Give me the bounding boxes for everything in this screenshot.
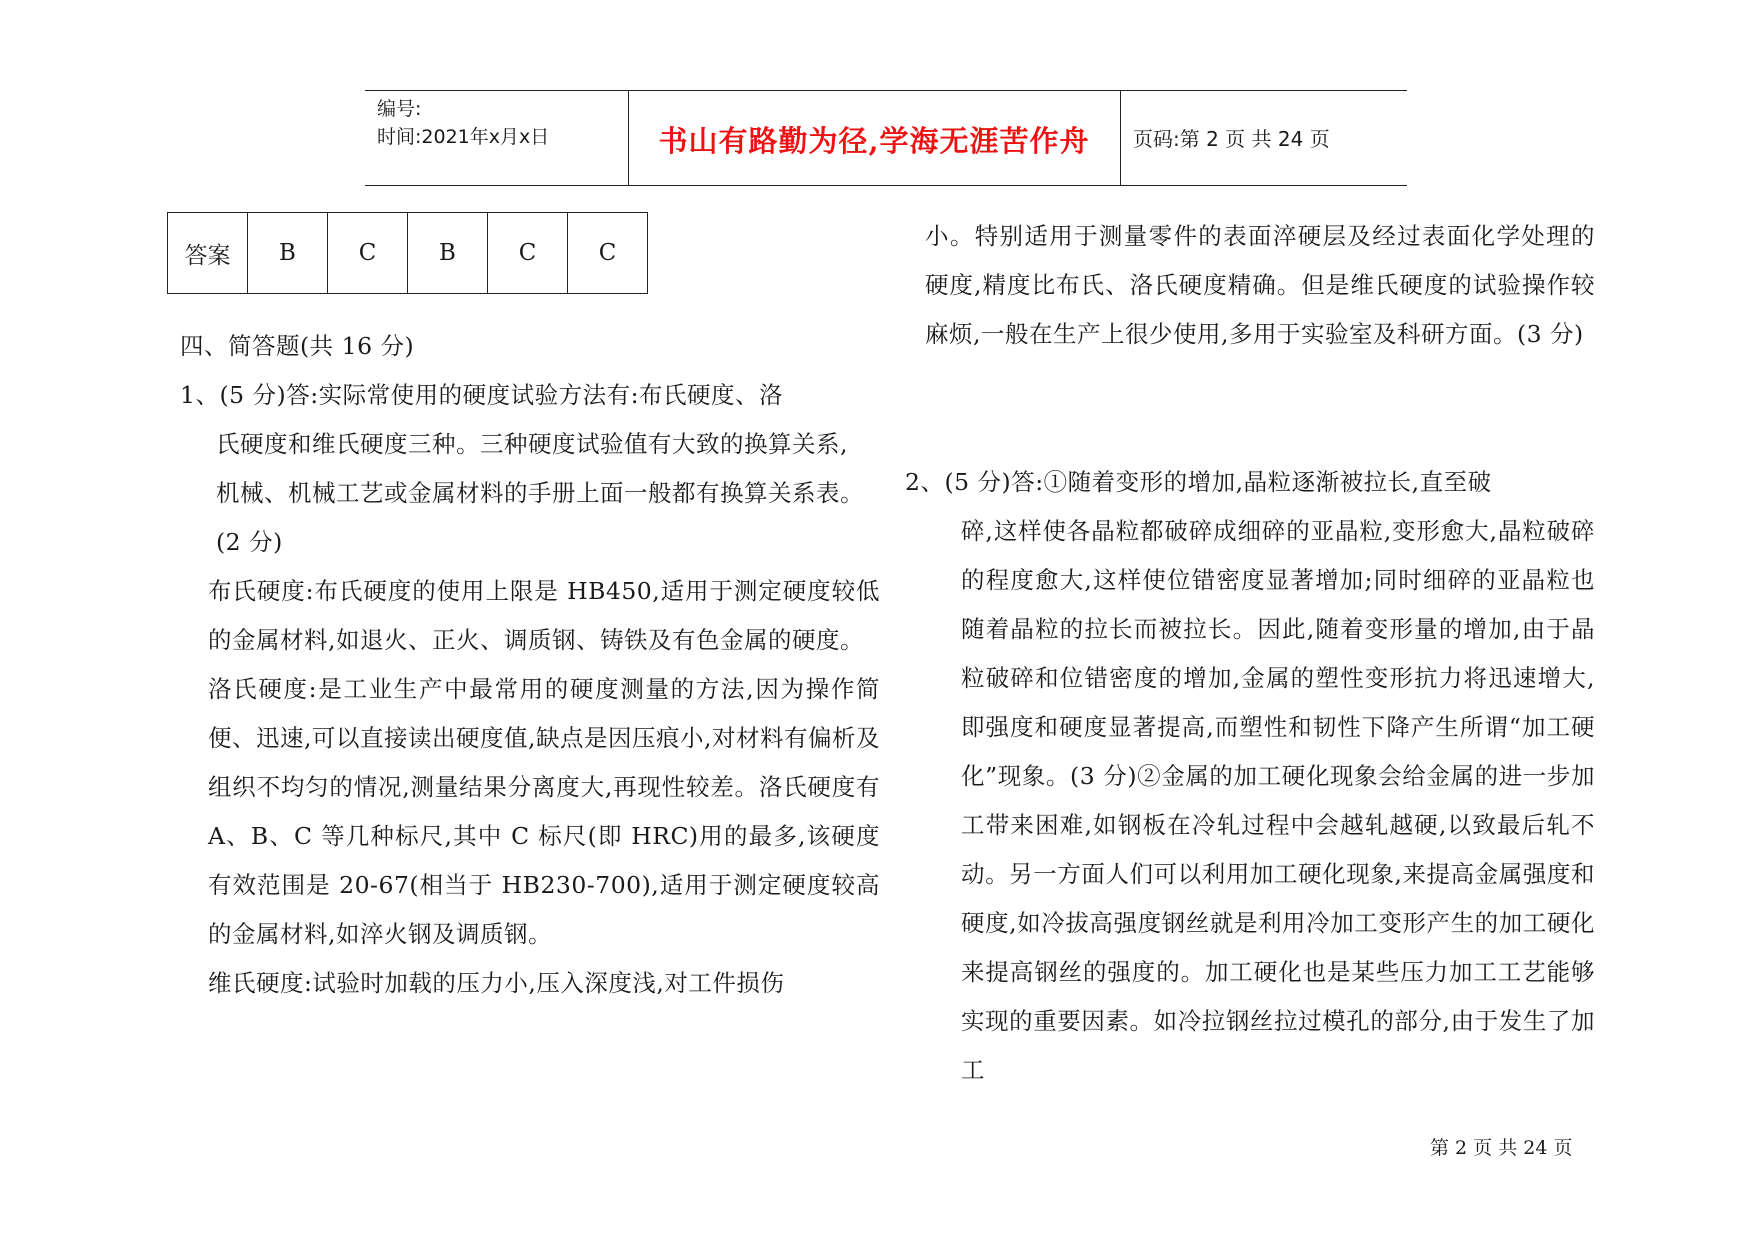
answer-cell: C [568, 213, 648, 294]
right-column-q2 [905, 458, 1595, 1095]
rockwell-paragraph: 洛氏硬度:是工业生产中最常用的硬度测量的方法,因为操作简便、迅速,可以直接读出硬度值,缺点是因压痕小,对材料有偏析及组织不均匀的情况,测量结果分离度大,再现性较差。洛氏硬度有 A、B、C 等几种标尺,其中 C 标尺(即 HRC)用的最多,该硬度有效范围是 20-67(相当于 HB230-700),适用于测定硬度较高的金属材料,如淬火钢及调质钢。 [208, 675, 880, 948]
left-column [180, 322, 880, 1008]
table-row [168, 213, 648, 294]
page-footer: 第 2 页 共 24 页 [1430, 1137, 1573, 1159]
header-page-info: 页码:第 2 页 共 24 页 [1133, 127, 1330, 151]
brinell-paragraph: 布氏硬度:布氏硬度的使用上限是 HB450,适用于测定硬度较低的金属材料,如退火、正火、调质钢、铸铁及有色金属的硬度。 [208, 577, 880, 654]
answer-cell: B [248, 213, 328, 294]
header-meta [377, 95, 549, 151]
q2-head: 2、(5 分)答:①随着变形的增加,晶粒逐渐被拉长,直至破 [905, 468, 1492, 496]
header-divider [1120, 91, 1121, 185]
right-column-top [905, 212, 1595, 359]
date-line: 时间:2021年x月x日 [377, 126, 550, 148]
q2-body: 碎,这样使各晶粒都破碎成细碎的亚晶粒,变形愈大,晶粒破碎的程度愈大,这样使位错密度显著增加;同时细碎的亚晶粒也随着晶粒的拉长而被拉长。因此,随着变形量的增加,由于晶粒破碎和位错密度的增加,金属的塑性变形抗力将迅速增大,即强度和硬度显著提高,而塑性和韧性下降产生所谓“加工硬化”现象。(3 分)②金属的加工硬化现象会给金属的进一步加工带来困难,如钢板在冷轧过程中会越轧越硬,以致最后轧不动。另一方面人们可以利用加工硬化现象,来提高金属强度和硬度,如冷拔高强度钢丝就是利用冷加工变形产生的加工硬化来提高钢丝的强度的。加工硬化也是某些压力加工工艺能够实现的重要因素。如冷拉钢丝拉过模孔的部分,由于发生了加工 [961, 517, 1595, 1084]
answer-cell: B [408, 213, 488, 294]
answer-label-cell: 答案 [168, 213, 248, 294]
answer-cell: C [328, 213, 408, 294]
code-label: 编号: [377, 98, 422, 120]
vickers-paragraph-start: 维氏硬度:试验时加载的压力小,压入深度浅,对工件损伤 [208, 969, 785, 997]
q1-head: 1、(5 分)答:实际常使用的硬度试验方法有:布氏硬度、洛 [180, 381, 784, 409]
header-band [365, 90, 1407, 186]
header-motto: 书山有路勤为径,学海无涯苦作舟 [658, 124, 1090, 158]
q1-line: 氏硬度和维氏硬度三种。三种硬度试验值有大致的换算关系, [216, 430, 848, 458]
q1-line: 机械、机械工艺或金属材料的手册上面一般都有换算关系表。 [216, 479, 864, 507]
q1-line: (2 分) [216, 528, 283, 556]
answer-cell: C [488, 213, 568, 294]
section-title: 四、简答题(共 16 分) [180, 332, 415, 360]
answer-table [167, 212, 648, 294]
vickers-paragraph-cont: 小。特别适用于测量零件的表面淬硬层及经过表面化学处理的硬度,精度比布氏、洛氏硬度精确。但是维氏硬度的试验操作较麻烦,一般在生产上很少使用,多用于实验室及科研方面。(3 分) [925, 222, 1595, 348]
